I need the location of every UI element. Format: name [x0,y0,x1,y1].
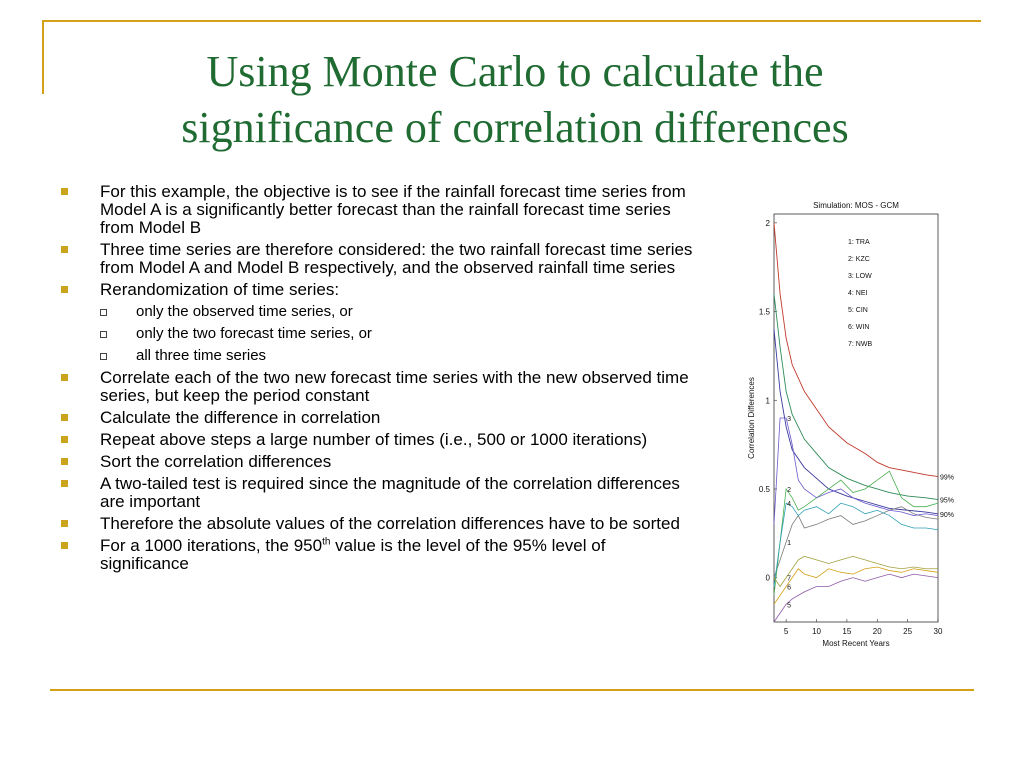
series-marker-label: 6 [787,584,792,592]
series-marker-label: 2 [787,486,792,494]
series-marker-label: 1 [787,540,792,548]
bullet-item [58,475,698,511]
bullet-square-icon [61,286,68,293]
bullet-text: For this example, the objective is to see if the rainfall forecast time series from Model A is a significantly better forecast than the rainfall forecast time series from Model B [100,182,686,237]
bullet-square-icon [61,246,68,253]
slide-title-line-2: significance of correlation differences [181,103,849,152]
legend-entry: 5: CIN [848,307,868,314]
bullet-square-icon [61,542,68,549]
bullet-square-icon [61,414,68,421]
series-marker-label: 7 [787,575,792,583]
ordinal-suffix: th [322,536,331,548]
bullet-list [58,183,698,577]
sub-bullet-item [58,303,698,321]
y-tick-label: 0.5 [758,484,770,494]
bullet-item [58,431,698,449]
y-tick-label: 1.5 [758,307,770,317]
legend-entry: 4: NEI [848,290,868,297]
x-tick-label: 15 [842,627,852,636]
series-marker-label: 4 [787,501,792,509]
sub-bullet-item [58,347,698,365]
slide-title-line-1: Using Monte Carlo to calculate the [206,47,824,96]
y-tick-label: 2 [765,218,770,228]
x-tick-label: 10 [812,627,821,636]
x-axis-label: Most Recent Years [822,639,890,648]
bullet-text: Three time series are therefore considered: the two rainfall forecast time series from Model A and Model B respectively, and the observed rainfall time series [100,240,693,277]
bullet-item [58,537,698,573]
bullet-text: A two-tailed test is required since the magnitude of the correlation differences are important [100,474,680,511]
bullet-text-after: value is the level of the 95% level of significance [100,536,606,573]
bullet-square-icon [61,480,68,487]
x-tick-label: 20 [872,627,882,636]
x-tick-label: 25 [903,627,913,636]
frame-left-rule [42,20,44,94]
y-tick-label: 0 [765,573,770,583]
legend-entry: 1: TRA [848,239,870,246]
bullet-item [58,515,698,533]
sub-bullet-text: only the observed time series, or [136,303,353,320]
bullet-item [58,453,698,471]
bullet-square-icon [61,520,68,527]
x-tick-label: 30 [933,627,943,636]
bullet-text: Rerandomization of time series: [100,280,340,299]
bullet-item [58,409,698,427]
frame-top-rule [42,20,981,22]
bullet-text: Sort the correlation differences [100,452,332,471]
legend-entry: 3: LOW [848,273,872,280]
frame-bottom-rule [50,689,974,691]
y-axis-label: Correlation Differences [747,377,756,459]
bullet-item [58,241,698,277]
y-tick-label: 1 [765,396,770,406]
hollow-square-icon [100,309,107,316]
bullet-square-icon [61,436,68,443]
sub-bullet-text: all three time series [136,347,267,364]
x-tick-label: 5 [783,627,789,636]
hollow-square-icon [100,331,107,338]
bullet-text: Calculate the difference in correlation [100,408,381,427]
bullet-square-icon [61,188,68,195]
bullet-text-before: For a 1000 iterations, the 950 [100,536,323,555]
significance-label: 95% [940,497,955,505]
bullet-square-icon [61,458,68,465]
bullet-item [58,369,698,405]
bullet-item [58,183,698,237]
series-marker-label: 5 [787,602,792,610]
legend-entry: 7: NWB [848,341,873,348]
sub-bullet-item [58,325,698,343]
bullet-text: Correlate each of the two new forecast time series with the new observed time series, but keep the period constant [100,368,689,405]
bullet-square-icon [61,374,68,381]
series-marker-label: 3 [787,416,792,423]
legend-entry: 6: WIN [848,324,870,331]
legend-entry: 2: KZC [848,256,870,263]
bullet-text: Repeat above steps a large number of times (i.e., 500 or 1000 iterations) [100,430,648,449]
bullet-text: Therefore the absolute values of the correlation differences have to be sorted [100,514,680,533]
correlation-chart [740,192,972,652]
bullet-item [58,281,698,299]
slide-title [70,44,960,156]
hollow-square-icon [100,353,107,360]
significance-label: 99% [940,474,955,482]
chart-title: Simulation: MOS - GCM [813,201,899,210]
sub-bullet-text: only the two forecast time series, or [136,325,372,342]
significance-label: 90% [940,511,955,519]
